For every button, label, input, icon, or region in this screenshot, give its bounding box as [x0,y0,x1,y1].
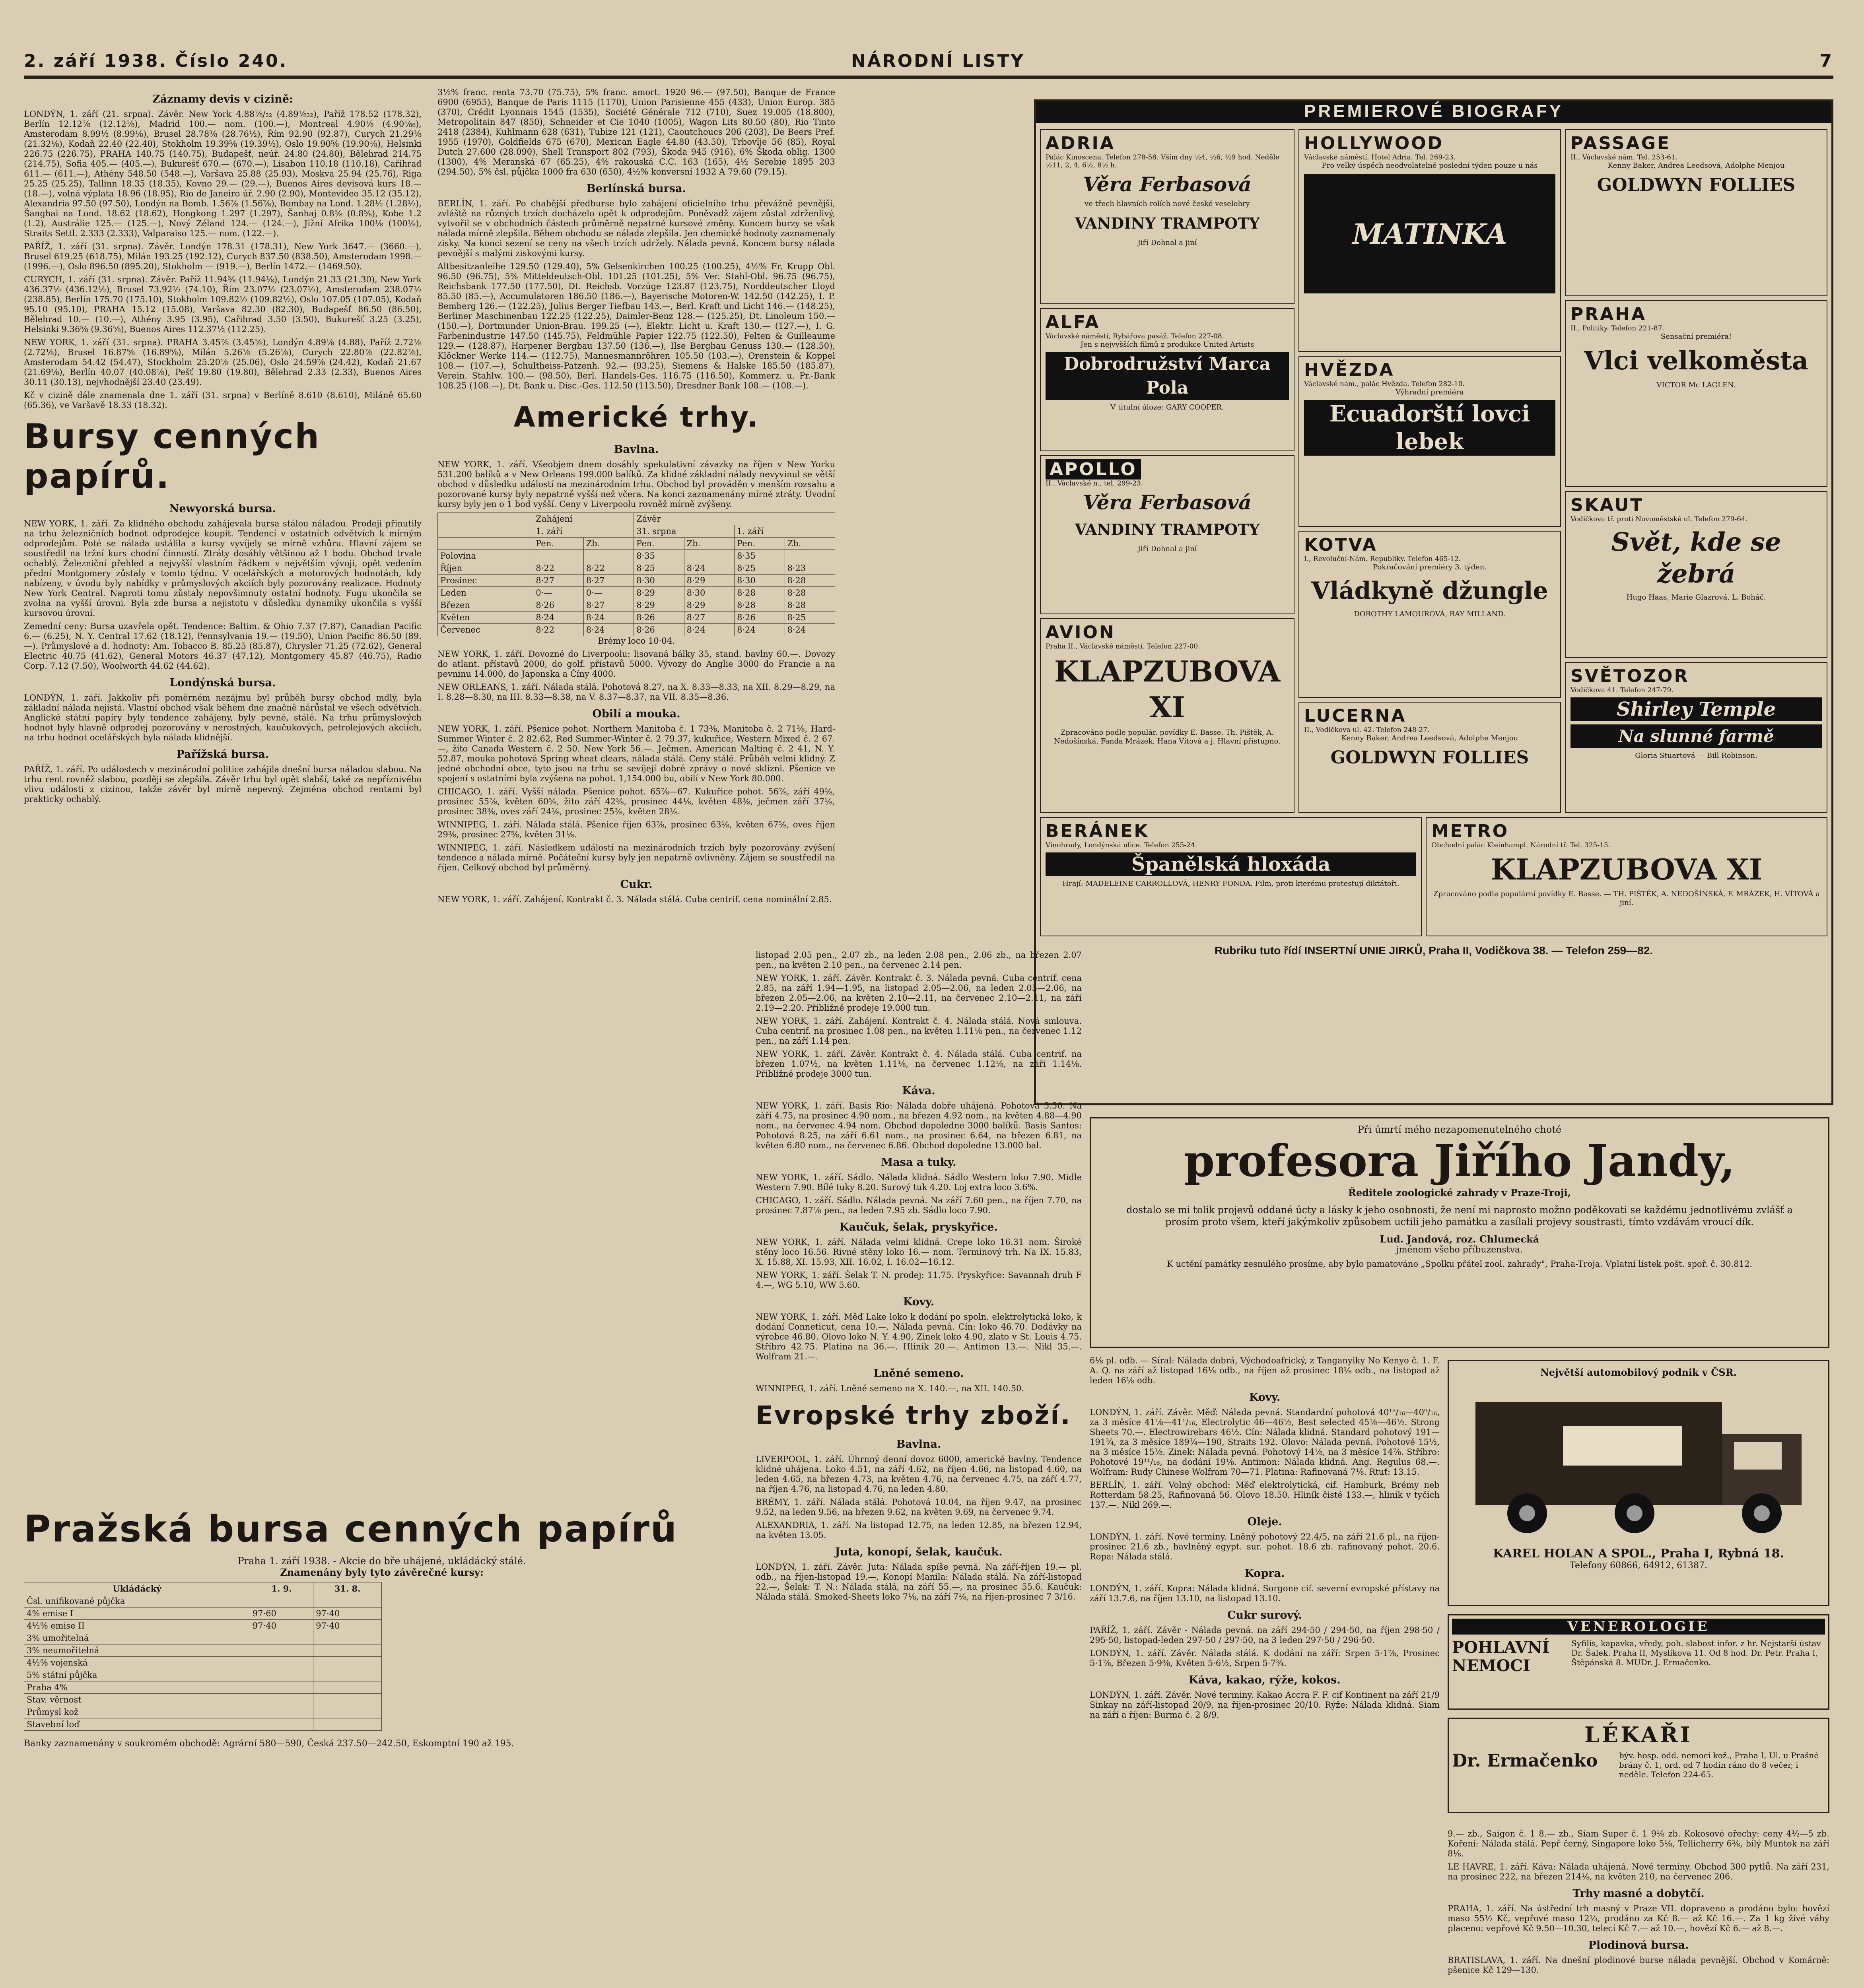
cinema-apollo: APOLLO II., Václavské n., tel. 299-23. Věra Ferbasová VANDINY TRAMPOTY Jiří Dohnal a jiní [1040,455,1294,614]
paragraph: LONDÝN, 1. září. Nové terminy. Lněný pohotový 22.4/5, na září 21.6 pl., na říjen-prosinec 21.6 zb., bavlněný egypt. sur. pohot. 18.6 zb. rafinovaný pohot. 20.6. Ropa: Nálada stálá. [1090,1532,1440,1561]
cinema-alfa: ALFA Václavské náměstí, Rybářova pasáž. Telefon 227-08. Jen s nejvyšších filmů z produkce United Artists Dobrodružství Marca Pola V titulní úloze: GARY COOPER. [1040,308,1294,451]
col-header: Závěr [634,513,835,525]
paragraph: listopad 2.05 pen., 2.07 zb., na leden 2.08 pen., 2.06 zb., na březen 2.07 pen., na květen 2.10 pen., na červenec 2.14 pen. [756,950,1082,970]
paragraph: BRÉMY, 1. září. Nálada stálá. Pohotová 10.04, na říjen 9.47, na prosinec 9.52, na leden 9.56, na březen 9.62, na květen 9.69, na červenec 9.74. [756,1497,1082,1517]
cinema-footer: Rubriku tuto řídí INSERTNÍ UNIE JIRKŮ, Praha II, Vodičkova 38. — Telefon 259—82. [1214,944,1653,957]
paragraph: LONDÝN, 1. září (21. srpna). Závěr. New York 4.88⅞/₃₂ (4.89⅛₃₂), Paříž 178.52 (178.32), Berlín 12.12⅞ (12.12⅝), Madrid 100.— nom. (100.—), Montreal 4.90⅛ (4.90⅛₆), Amsterodam 8.99½ (8.99⅛), Brusel 28.78⅜ (28.76½), Řím 92.90 (92.87), Curych 21.29⅜ (21.32⅛), Kodaň 22.40 (22.40), Stokholm 19.39⅝ (19.39½), Oslo 19.90⅝ (19.90⅛), Helsinki 226.75 (226.75), PRAHA 140.75 (140.75), Budapešť, neúř. 24.80 (24.80), Bělehrad 214.75 (214.75), Sofia 405.— (405.—), Bukurešť 670.— (670.—), Lisabon 110.18 (110.18), Cařihrad 611.— (611.—), Athény 548.50 (548.—), Varšava 25.88 (25.93), Moskva 25.94 (25.76), Riga 25.25 (25.25), Tallinn 18.35 (18.35), Kovno 29.— (29.—), Buenos Aires devisová kurs 18.— (18.—), volná výplata 18.96 (18.95), Rio de Janeiro úř. 2.90 (2.90), Montevideo 35.12 (35.12), Alexandria 97.50 (97.50), Londýn na Bomb. 1.56⅞ (1.56⅞), Bombay na Lond. 1.28½ (1.28½), Šanghai na Lond. 18.62 (18.62), Hongkong 1.297 (1.297), Šanhaj 0.8⅝ (0.8⅝), Kobe 1.2 (1.2), Austrálie 125.— (125.—), Nový Zéland 124.— (124.—), Jižní Afrika 100⅛ (100⅛), Straits Settl. 2.333 (2.333), Valparaiso 125.— nom. (122.—). [24,109,422,238]
cinema-praha: PRAHA II., Politiky. Telefon 221-87. Sensační premiéra! Vlci velkoměsta VICTOR Mc LAGLEN. [1565,300,1827,487]
paragraph: BRATISLAVA, 1. září. Na dnešní plodinové burse nálada pevnější. Obchod v Komárně: pšenice Kč 129—130. [1448,1955,1829,1975]
paragraph: NEW ORLEANS, 1. září. Nálada stálá. Pohotová 8.27, na X. 8.33—8.33, na XII. 8.29—8.29, na I. 8.28—8.30, na III. 8.33—8.38, na V. 8.37—8.37, na VII. 8.35—8.36. [437,682,835,702]
paragraph: NEW YORK, 1. září. Zahájení. Kontrakt č. 3. Nálada stálá. Cuba centrif. cena nominální 2.85. [437,895,832,904]
table-row: Leden 0·— 0·— 8·29 8·30 8·28 8·28 [438,587,835,599]
paragraph: ALEXANDRIA, 1. září. Na listopad 12.75, na leden 12.85, na březen 12.94, na květen 13.05. [756,1520,1082,1540]
paragraph: NEW YORK, 1. září. Šelak T. N. prodej: 11.75. Pryskyřice: Savannah druh F 4.—, WG 5.10, WW 5.60. [756,1270,1082,1290]
masthead: NÁRODNÍ LISTY [851,51,1025,71]
table-note: Brémy loco 10·04. [598,636,675,646]
table-row: 3% neumořitelná [24,1644,382,1657]
table-row: Polovina 8·35 8·35 [438,550,835,562]
table-row: Březen 8·26 8·27 8·29 8·29 8·28 8·28 [438,599,835,612]
table-row: Stavební loď [24,1718,382,1731]
paragraph: CHICAGO, 1. září. Sádlo. Nálada pevná. Na září 7.60 pen., na říjen 7.70, na prosinec 7.87⅛ pen., na leden 7.95 zb. Sádlo loco 7.90. [756,1196,1082,1215]
paragraph: 6⅛ pl. odb. — Síral: Nálada dobrá, Východoafrický, z Tanganyiky No Kenyo č. 1. F. A. Q. na září až listopad 16⅛ odb., na říjen až prosinec 18⅛ odb., na listopad až leden 16⅛ odb. [1090,1356,1440,1385]
paragraph: NEW YORK, 1. září. Sádlo. Nálada klidná. Sádlo Western loko 7.90. Midle Western 7.90. Bílé tuky 8.20. Surový tuk 4.20. Loj extra loco 3.6%. [756,1173,1082,1192]
table-row: 4½% vojenská [24,1657,382,1669]
section-head: Newyorská bursa. [169,503,276,515]
paragraph: NEW YORK, 1. září. Závěr. Kontrakt č. 4. Nálada stálá. Cuba centrif. na březen 1.07½, na květen 1.11⅛, na červenec 1.12⅛, na září 1.14⅛. Přibližné prodeje 3000 tun. [756,1049,1082,1079]
obituary-name: profesora Jiřího Jandy, [1184,1135,1735,1186]
section-head: Trhy masné a dobytčí. [1572,1887,1705,1900]
paragraph: PAŘÍŽ, 1. září. Po událostech v mezinárodní politice zahájila dnešní bursa náladou slabou. Na trhu rent rovněž slabou, později se zlepšila. Závěr trhu byl opět slabší, také za nepříznivého vlivu události z cizinou, takže závěr byl mírně nepevný. Zejména obchod rentami byl prakticky ochablý. [24,765,422,804]
truck-illustration [1460,1378,1817,1545]
column-foreign-exchange [24,87,422,1487]
section-head: Káva, kakao, rýže, kokos. [1189,1674,1341,1686]
table-row: Čsl. unifikované půjčka [24,1595,382,1607]
paragraph: NEW YORK, 1. září. Měď Lake loko k dodání po spoln. elektrolytická loko, k dodání Conneticut, cena 10.—. Nálada pevná. Cín: loko 46.70. Dodávky na výrobce 46.80. Olovo loko N. Y. 4.90, Zinek loko 4.90, zlato v St. Louis 4.75. Stříbro 42.75. Platina na 36.—. Hliník 20.—. Antimon 13.—. Nikl 35.—. Wolfram 21.—. [756,1312,1082,1361]
section-head: Cukr surový. [1227,1609,1302,1621]
section-head: Pařížská bursa. [176,748,269,761]
paragraph: LONDÝN, 1. září. Kopra: Nálada klidná. Sorgone cif. severní evropské přístavy na září 13.7.6, na říjen 13.10, na listopad 13.10. [1090,1584,1440,1603]
column-commodities [756,950,1082,1988]
cinema-kotva: KOTVA I., Revoluční-Nám. Republiky. Telefon 465-12. Pokračování premiéry 3. týden. Vládkyně džungle DOROTHY LAMOUROVÁ, RAY MILLAND. [1298,531,1561,698]
paragraph: CURYCH, 1. září (31. srpna). Závěr. Paříž 11.94⅜ (11.94⅛), Londýn 21.33 (21.30), New York 436.37½ (436.12½), Brusel 73.92½ (74.10), Řím 23.07½ (23.07½), Amsterodam 238.07½ (238.85), Berlín 175.70 (175.10), Stokholm 109.82½ (109.82½), Oslo 107.05 (107.05), Kodaň 95.10 (95.10), PRAHA 15.12 (15.08), Varšava 82.30 (82.30), Budapešť 86.50 (86.50), Bělehrad 10.— (10.—), Athény 3.95 (3.95), Cařihrad 3.50 (3.50), Bukurešť 3.25 (3.25), Helsinki 9.36⅝ (9.36⅝), Buenos Aires 112.37½ (112.25). [24,275,422,334]
paragraph: PAŘÍŽ, 1. září (31. srpna). Závěr. Londýn 178.31 (178.31), New York 3647.— (3660.—), Brusel 619.25 (618.75), Milán 193.25 (192.12), Curych 837.50 (838.50), Amsterodam 1998.— (1996.—), Oslo 896.50 (895.20), Stokholm — (919.—), Berlín 1472.— (1469.50). [24,242,422,271]
paragraph: LIVERPOOL, 1. září. Úhrnný denní dovoz 6000, americké bavlny. Tendence klidné uhájena. Loko 4.51, na září 4.62, na říjen 4.66, na listopad 4.60, na leden 4.65, na březen 4.73, na květen 4.76, na červenec 4.75, na září 4.77, na říjen 4.76, na listopad 4.76, na leden 4.80. [756,1454,1082,1494]
ad-venerologie: VENEROLOGIE POHLAVNÍ NEMOCI Syfilis, kapavka, vředy, poh. slabost infor. z hr. Nejstarší ústav Dr. Šalek. Praha II, Myslíkova 11. Od 8 hod. Dr. Petr. Praha I, Štěpánská 8. MUDr. J. Ermačenko. [1448,1614,1829,1710]
paragraph: 3½% franc. renta 73.70 (75.75), 5% franc. amort. 1920 96.— (97.50), Banque de France 6900 (6955), Banque de Paris 1115 (1170), Union Parisienne 455 (433), Union Europ. 385 (370), Crédit Lyonnais 1545 (1535), Société Générale 712 (710), Suez 19.005 (18.800), Metropolitain 847 (850), Schneider et Cie 1040 (1005), Wagon Lits 80.50 (80), Rio Tinto 2418 (2384), Kuhlmann 628 (631), Tubize 121 (121), Caoutchoucs 206 (203), De Beers Pref. 1955 (1970), Goldfields 675 (670), Mexican Eagle 44.80 (43.50), Trbovlje 56 (85), Royal Dutch 27.600 (28.090), Shell Transport 802 (793), Škoda 945 (916), 6% Škoda oblig. 1300 (1300), 4% Meranská 67 (65.25), 4% rakouská C.C. 163 (165), 4½ Serebie 1895 203 (294.50), 5% čsl. půjčka 1000 fra 630 (650), 4½% konversní 1932 A 79.60 (79.15). [437,87,835,177]
section-head: Kopra. [1244,1567,1285,1580]
section-head: Káva. [902,1085,935,1097]
prague-note: Banky zaznamenány v soukromém obchodě: Agrární 580—590, Česká 237.50—242.50, Eskomptní 190 až 195. [24,1739,514,1749]
issue-date: 2. září 1938. Číslo 240. [24,51,288,71]
table-row: Praha 4% [24,1681,382,1694]
paragraph: Altbesitzanleihe 129.50 (129.40), 5% Gelsenkirchen 100.25 (100.25), 4½% Fr. Krupp Obl. 96.50 (96.75), 5% Mitteldeutsch-Obl. 101.25 (101.25), 5% Ver. Stahl-Obl. 96.75 (96.75), Reichsbank 177.50 (177.50), Dt. Reichsb. Vorzüge 123.87 (123.75), Norddeutscher Lloyd 85.50 (85.—), Accumulatoren 186.50 (186.—), Bayerische Motoren-W. 142.50 (142.25), I. P. Bemberg 126.— (122.25), Julius Berger Tiefbau 143.—, Berl. Kraft und Licht 146.— (148.25), Berliner Maschinenbau 122.25 (122.25), Daimler-Benz 128.— (125.25), Dt. Linoleum 150.— (150.—), Dortmunder Union-Brau. 199.25 (—), Elektr. Licht u. Kraft 130.— (127.—), I. G. Farbenindustrie 147.50 (145.75), Feldmühle Papier 122.75 (122.50), Felten & Guilleaume 129.— (128.87), Harpener Bergbau 137.50 (136.—), Ilse Bergbau Genuss 130.— (128.50), Klöckner Werke 114.— (112.75), Mannesmannröhren 105.50 (103.—), Orenstein & Koppel 108.— (107.—), Schultheiss-Patzenh. 92.— (93.25), Siemens & Halske 185.50 (185.87), Verein. Stahlw. 100.— (98.50), Berl. Handels-Ges. 116.75 (116.50), Kommerz. u. Pr.-Bank 108.25 (108.—), Dt. Bank u. Disc.-Ges. 112.50 (113.50), Dresdner Bank 108.— (108.—). [437,262,835,390]
table-row: Červenec 8·22 8·24 8·26 8·24 8·24 8·24 [438,624,835,636]
cinema-skaut: SKAUT Vodičkova tř. proti Novoměstské ul. Telefon 279-64. Svět, kde se žebrá Hugo Haas, Marie Glazrová, L. Boháč. [1565,491,1827,658]
paragraph: LONDÝN, 1. září. Závěr. Nové terminy. Kakao Accra F. F. cif Kontinent na září 21/9 Sinkay na září-listopad 20/9, na říjen-prosinec 20/10. Rýže: Nálada klidná. Siam na září a říjen: Burma č. 2 8/9. [1090,1690,1440,1720]
paragraph: WINNIPEG, 1. září. Lněné semeno na X. 140.—, na XII. 140.50. [756,1384,1024,1393]
paragraph: LONDÝN, 1. září. Závěr. Nálada stálá. K dodání na září: Srpen 5·1⅞, Prosinec 5·1⅞, Březen 5·9⅜, Květen 5·6½, Srpen 5·7¾. [1090,1648,1440,1668]
section-title: Záznamy devis v cizině: [152,93,293,105]
cinema-lucerna: LUCERNA II., Vodičkova ul. 42. Telefon 248-27. Kenny Baker, Andrea Leedsová, Adolphe Menjou GOLDWYN FOLLIES [1298,702,1561,813]
section-head: Kaučuk, šelak, pryskyřice. [840,1221,998,1233]
paragraph: NEW YORK, 1. září. Zahájení. Kontrakt č. 4. Nálada stálá. Nová smlouva. Cuba centrif. na prosinec 1.08 pen., na květen 1.11⅛ pen., na červenec 1.12 pen., na září 1.14 pen. [756,1016,1082,1046]
table-row: 4½% emise II 97·40 97·40 [24,1620,382,1632]
paragraph: NEW YORK, 1. září. Nálada velmi klidná. Crepe loko 16.31 nom. Široké stěny loco 16.56. Rivné stěny loko 16.— nom. Terminový trh. Na IX. 15.83, X. 15.88, XI. 15.93, XII. 16.02, I. 16.02—16.12. [756,1237,1082,1267]
paragraph: NEW YORK, 1. září. Dovozné do Liverpoolu: lisovaná bálky 35, stand. bavlny 60.—. Dovozy do atlant. přístavů 2000, do golf. přístavů 5000. Vývozy do Anglie 3000 do Francie a na pevninu 14.000, do Japonska a Číny 4000. [437,649,835,679]
evropske-trhy-title: Evropské trhy zboží. [756,1401,1071,1431]
section-head: Berlínská bursa. [586,182,686,195]
table-row: Stav. věrnost [24,1694,382,1706]
section-head: Juta, konopí, šelak, kaučuk. [835,1546,1003,1558]
cinema-avion: AVION Praha II., Václavské náměstí. Telefon 227-00. KLAPZUBOVA XI Zpracováno podle populár. povídky E. Basse. Th. Pištěk, A. Nedošínská, Fanda Mrázek, Hana Vítová a j. Hlavní přístupno. [1040,618,1294,813]
matinka-banner: MATINKA [1304,174,1555,293]
paragraph: 9.— zb., Saigon č. 1 8.— zb., Siam Super č. 1 9⅛ zb. Kokosové ořechy: ceny 4½—5 zb. Koření: Nálada stálá. Pepř černý, Singapore loko 5⅛, Tellicherry 6⅜, bílý Muntok na září 8⅛. [1448,1829,1829,1858]
paragraph: Kč v cizině dále znamenala dne 1. září (31. srpna) v Berlíně 8.610 (8.610), Miláně 65.60 (65.36), ve Varšavě 18.33 (18.32). [24,390,422,410]
paragraph: NEW YORK, 1. září. Všeobjem dnem dosáhly spekulativní závazky na říjen v New Yorku 531.200 balíků a v New Orleans 199.000 balíků. Za klidné základní nálady nevyvinul se větší obchod v důsledku událostí na mezinárodním trhu. Obchod byl prováděn v menším rozsahu a pozorované kursy byly nepatrně vyšší než včera. Na konci zaznamenány mírné ztráty. Úvodní kursy byly jen o 1 bod vyšší. Ceny v Liverpoolu rovněž mírně zvýšeny. [437,460,835,509]
page-header [24,47,1833,79]
cinema-ads-block [1034,99,1833,1105]
paragraph: Zemední ceny: Bursa uzavřela opět. Tendence: Baltim. & Ohio 7.37 (7.87), Canadian Pacific 6.— (6.25), N. Y. Central 17.62 (18.12), Pennsylvania 19.— (19.50), Union Pacific 86.50 (89.—). Průmyslové a d. hodnoty: Am. Tobacco B. 85.25 (85.87), Chrysler 71.25 (72.62), General Electric 40.75 (41.62), General Motors 46.37 (47.12), Montgomery 45.87 (46.75), Radio Corp. 7.12 (7.50), Woolworth 44.62 (44.62). [24,621,422,671]
paragraph: CHICAGO, 1. září. Vyšší nálada. Pšenice pohot. 65⅞—67. Kukuřice pohot. 56⅞, září 49⅝, prosinec 55⅞, květen 60⅝, žito září 42⅜, prosinec 44⅛, květen 48⅜, ječmen září 37⅛, prosinec 38⅜, oves září 24⅛, prosinec 25⅜, květen 28⅛. [437,787,835,816]
table-row: Prosinec 8·27 8·27 8·30 8·29 8·30 8·28 [438,575,835,587]
col-header: Zahájení [533,513,634,525]
page-number: 7 [1819,51,1833,71]
section-head: Cukr. [620,878,653,891]
paragraph: LE HAVRE, 1. září. Káva: Nálada uhájená. Nové terminy. Obchod 300 pytlů. Na září 231, na prosinec 222, na březen 214⅛, na květen 210, na červenec 206. [1448,1862,1829,1881]
paragraph: BERLÍN, 1. září. Po chabější předburse bylo zahájení oficielního trhu převážně pevnější, zvláště na různých trzích docházelo opět k odprodejům. Poněvadž zájem zůstal zdrženlivý, vytvořil se v obchodních částech průměrně nepatrné kursové změny. Koncem burzy se však nálada mírně zlepšila. Během obchodu se nálada zlepšila. Jen chemické hodnoty zaznamenaly zisky. Na konci sezení se ceny na všech trzích udržely. Nálada pevná. Koncem bursy nálada pevnější s malými ziskovými kursy. [437,199,835,258]
section-head: Oleje. [1247,1516,1282,1528]
cinema-hollywood: HOLLYWOOD Václavské náměstí, Hotel Adria. Tel. 269-23. Pro velký úspěch neodvolatelně poslední týden pouze u nás MATINKA [1298,129,1561,352]
prague-exchange-section: Pražská bursa cenných papírů Praha 1. září 1938. - Akcie do bře uhájené, ukládácký stálé. Znamenány byly tyto závěrečné kursy: Ukládácký 1. 9. 31. 8. Čsl. unifikované půjčka 4% emise I 97·60 97·40 4½% emise II 97·40 97·40 3% umořitelná 3% neumořitelná 4½% vojenská 5% státní půjčka Praha 4% Stav. věrnost Průmysl kož Stavební loď Banky zaznamenány v soukromém obchodě: Agrární 580—590, Česká 237.50—242.50, Eskomptní 190 až 195. [24,1503,740,1988]
cinema-header: PREMIEROVÉ BIOGRAFY [1034,99,1833,123]
paragraph: LONDÝN, 1. září. Závěr. Juta: Nálada spíše pevná. Na září-říjen 19.— pl. odb., na říjen-listopad 19.—, Konopí Manila: Nálada stálá. Na září-listopad 22.—, Šelak: T. N.: Nálada stálá, na září 55.—, na prosinec 55.6. Kaučuk: Nálada stálá. Smoked-Sheets loko 7⅛, na září 7⅛, na říjen-prosinec 7 3/16. [756,1562,1082,1602]
cinema-beranek: BERÁNEK Vinohrady, Londýnská ulice. Telefon 255-24. Španělská hloxáda Hrají: MADELEINE CARROLLOVÁ, HENRY FONDA. Film, proti kterému protestují diktátoři. [1040,817,1422,936]
americke-trhy-title: Americké trhy. [513,401,759,433]
paragraph: WINNIPEG, 1. září. Následkem událostí na mezinárodních trzích byly pozorovány zvýšení tendence a nálada mírně. Počáteční kursy byly jen nepatrně ovlivněny. Zájem se soustředil na říjen. Celkový obchod byl průměrný. [437,843,835,872]
cotton-table: Zahájení Závěr 1. září 31. srpna 1. září Pen. Zb. Pen. Zb. Pen. Zb. Polovina 8·35 8·35 Říjen 8·22 8·22 8·25 8·24 8·25 8·23 Prosinec 8·27 8·27 8·30 8·29 8·30 8·28 Leden 0·— 0·— 8·29 8·30 8·28 8·28 Březen 8·26 8·27 8·29 8·29 8·28 8·28 Květen 8·24 8·24 8·26 8·27 8·26 8·25 Červenec 8·22 8·24 8·26 8·24 8·24 8·24 [437,513,835,636]
paragraph: PAŘÍŽ, 1. září. Závěr - Nálada pevná. na září 294·50 / 294·50, na říjen 298·50 / 295·50, listopad-leden 297·50 / 297·50, na 3 leden 297·50 / 296·50. [1090,1625,1440,1645]
section-head: Londýnská bursa. [169,677,276,689]
section-head: Plodinová bursa. [1588,1939,1689,1951]
paragraph: BERLÍN, 1. září. Volný obchod: Měď elektrolytická, cif. Hamburk, Brémy neb Rotterdam 58.25, Rafinovaná 56. Olovo 18.50. Hliník čisté 133.—, hliník v tyčích 137.—. Nikl 269.—. [1090,1480,1440,1510]
paragraph: NEW YORK, 1. září. Pšenice pohot. Northern Manitoba č. 1 73⅜, Manitoba č. 2 71⅜, Hard-Summer Winter č. 2 82.62, Red Summer-Winter č. 2 79.37, kukuřice, Western Mixed č. 2 67.—, žito Canada Western č. 2 50. New York 56.—. Ječmen, American Malting č. 2 41, N. Y. 52.87, mouka pohotová Spring wheat clears, nálada stálá. Ceny stálé. Průběh velmi klidný. Z jedné obchodní obce, tyto jsou na trhu se sevíjejí dobré zprávy o nové sklizni. Pšenice ve spojení s ostatními byla zvýšena na pohot. 1,154.000 bu, obilí v New York 80.000. [437,724,835,783]
table-row: 5% státní půjčka [24,1669,382,1681]
cinema-metro: METRO Obchodní palác Kleinhampl. Národní tř. Tel. 325-15. KLAPZUBOVA XI Zpracováno podle populární povídky E. Basse. — TH. PIŠTĚK, A. NEDOŠÍNSKÁ, F. MRÁZEK, H. VÍTOVÁ a jiní. [1426,817,1827,936]
column-market-notes [1448,1829,1829,1988]
ad-lekari: LÉKAŘI Dr. Ermačenko býv. hosp. odd. nemocí kož., Praha I, Ul. u Prašné brány č. 1, ord. od 7 hodin ráno do 8 večer, i neděle. Telefon 224-65. [1448,1718,1829,1813]
section-head: Kovy. [903,1296,935,1308]
cinema-passage: PASSAGE II., Václavské nám. Tel. 253-61. Kenny Baker, Andrea Leedsová, Adolphe Menjou GOLDWYN FOLLIES [1565,129,1827,296]
paragraph: WINNIPEG, 1. září. Nálada stálá. Pšenice říjen 63⅞, prosinec 63⅛, květen 67⅝, oves říjen 29⅜, prosinec 27⅝, květen 31⅛. [437,820,835,839]
ad-karel-holan: Největší automobilový podnik v ČSR. KAREL HOLAN A SPOL., Praha I, Rybná 18. Telefony 60866, 64912, 61387. [1448,1360,1829,1606]
section-head: Bavlna. [614,443,659,456]
table-row: 4% emise I 97·60 97·40 [24,1607,382,1620]
section-head: Obilí a mouka. [592,708,680,720]
obituary-notice: Při úmrtí mého nezapomenutelného choté profesora Jiřího Jandy, Ředitele zoologické zahrady v Praze-Troji, dostalo se mi tolik projevů oddané úcty a lásky k jeho osobnosti, že není mi naprosto možno poděkovati se každému jednotlivému zvlášť a prosím proto všem, kteří jakýmkoliv způsobem uctili jeho památku a zasílali projevy soustrasti, tímto vzdávám vroucí dík. Lud. Jandová, roz. Chlumecká jménem všeho příbuzenstva. K uctění památky zesnulého prosíme, aby bylo pamatováno „Spolku přátel zool. zahrady", Praha-Troja. Vplatní lístek pošt. spoř. č. 30.812. [1090,1117,1829,1348]
column-metals [1090,1356,1440,1988]
paragraph: LONDÝN, 1. září. Jakkoliv při poměrném nezájmu byl průběh bursy obchod mdlý, byla základní nálada nejistá. Vlastní obchod však během dne značně nárůstal ve všech odvětvích. Anglické státní papíry byly tendence zahájeny, byly pevné, stálé. Na trhu průmyslových hodnot byly hlavně odprodej pozorovány v nerostných, kaučukových, petrolejových akciích, na trhu hodnot ocelářských byla nálada klidnější. [24,693,422,742]
paragraph: NEW YORK, 1. září. Za klidného obchodu zahájevala bursa stálou náladou. Prodeji přinutily na trhu železničních hodnot odprodejce koupit. Tendencí v ostatních odvětvích k mírným odprodejům. Poté se nálada ustálila a kursy vyvíjely se mírně vzhůru. Hlavní zájem se soustředil na tržní kurs chodní činností. Ztráty dosáhly většinou až 1 bodu. Obchod trvale ochablý. Železniční přehled a nejvyšší vlastním řádkem v největším vývoji, opět vedením přední Montgomery zůstaly v tomto týdnu. V ocelářských a motorových hodnotách, kdy nabízeny, v úvodu byly nabídky v průmyslových akciích byly pozorovány realizace. Hodnoty New York Central. Naproti tomu zůstaly nepovšimnuty ostatní hodnoty. Fugu ukončila se zvolna na vyšší úrovni. Byla zde bursa a nejistotu v důsledku dynamiky ukončila s vyšší kursovou úrovní. [24,519,422,618]
paragraph: NEW YORK, 1. září. Závěr. Kontrakt č. 3. Nálada pevná. Cuba centrif. cena 2.85, na září 1.94—1.95, na listopad 2.05—2.06, na leden 2.05—2.06, na březen 2.05—2.06, na květen 2.10—2.11, na červenec 2.10—2.11, na září 2.19—2.20. Přibližně prodeje 19.000 tun. [756,973,1082,1013]
table-row: 3% umořitelná [24,1632,382,1644]
section-head: Bavlna. [896,1438,941,1450]
cinema-svetozor: SVĚTOZOR Vodičkova 41. Telefon 247-79. Shirley Temple Na slunné farmě Gloria Stuartová — Bill Robinson. [1565,662,1827,813]
paragraph: PRAHA, 1. září. Na ústřední trh masný v Praze VII. dopraveno a prodáno bylo: hovězí maso 55½ Kč, vepřové maso 12⅓, prodáno za Kč 8.— až Kč 16.—. Za 1 kg živé váhy placeno: vepřové Kč 9.50—10.30, telecí Kč 7.— až 10.—, hovězí Kč 6.— až 8.—. [1448,1904,1829,1933]
prague-stock-table: Ukládácký 1. 9. 31. 8. Čsl. unifikované půjčka 4% emise I 97·60 97·40 4½% emise II 97·40 97·40 3% umořitelná 3% neumořitelná 4½% vojenská 5% státní půjčka Praha 4% Stav. věrnost Průmysl kož Stavební loď [24,1582,382,1731]
section-head: Lněné semeno. [873,1367,964,1380]
paragraph: NEW YORK, 1. září. Basis Rio: Nálada dobře uhájená. Pohotová 5.50. Na září 4.75, na prosinec 4.90 nom., na březen 4.92 nom., na květen 4.88—4.90 nom., na červenec 4.94 nom. Obchod dopoledne 3000 balíků. Basis Santos: Pohotová 8.25, na září 6.61 nom., na prosinec 6.64, na březen 6.81, na květen 6.80 nom., na červenec 6.86. Obchod dopoledne 13.000 bal. [756,1101,1082,1150]
cinema-adria: ADRIA Palác Kinoscena. Telefon 278-58. Vším dny ½4, ½6, ½9 hod. Neděle ½11, 2, 4, 6½, 8½ h. Věra Ferbasová ve třech hlavních rolích nové české veselohry VANDINY TRAMPOTY Jiří Dohnal a jiní [1040,129,1294,304]
bursy-title: Bursy cenných papírů. [24,417,321,496]
paragraph: LONDÝN, 1. září. Závěr. Měď: Nálada pevná. Standardní pohotová 40¹⁵/₁₆—40⁹/₁₆, za 3 měsíce 41⅛—41¹/₁₆, Electrolytic 46—46½, Best selected 45⅛—46½. Strong Sheets 70.—. Electrowirebars 46½. Cín: Nálada klidná. Standard pohotový 191—191¾, za 3 měsíce 189¾—190, Straits 192. Olovo: Nálada pevná. Pohotové 15½, na 3 měsíce 15⅜. Zinek: Nálada pevná. Pohotový 14⅛, na 3 měsíce 14⅞. Stříbro: Pohotové 19¹¹/₁₆, na dodání 19⅛. Antimon: Nálada klidná. Ang. Regulus 68.—. Wolfram: Rudy Chinese Wolfram 70—71. Platina: Rafinovaná 7⅛. Rtuť: 13.15. [1090,1408,1440,1477]
section-head: Kovy. [1249,1391,1281,1404]
table-row: Říjen 8·22 8·22 8·25 8·24 8·25 8·23 [438,562,835,575]
section-head: Masa a tuky. [881,1156,956,1169]
prazska-title: Pražská bursa cenných papírů [24,1508,678,1550]
paragraph: NEW YORK, 1. září (31. srpna). PRAHA 3.45⅞ (3.45⅝), Londýn 4.89⅛ (4.88), Paříž 2.72⅛ (2.72⅛), Brusel 16.87⅝ (16.89⅝), Milán 5.26⅛ (5.26⅛), Curych 22.80⅞ (22.82⅞), Amsterodam 54.42 (54.47), Stockholm 25.20⅛ (25.06), Oslo 24.59⅞ (24.42), Kodaň 21.67 (21.69⅛), Berlín 40.07 (40.08⅛), Pešť 19.80 (19.80), Bělehrad 2.33 (2.33), Buenos Aires 30.11 (30.13), nejvhodnější 23.40 (23.49). [24,338,422,387]
table-row: Květen 8·24 8·24 8·26 8·27 8·26 8·25 [438,612,835,624]
cinema-hvezda: HVĚZDA Václavské nám., palác Hvězda. Telefon 282-10. Výhradní premiéra Ecuadorští lovci lebek [1298,356,1561,527]
table-row: Průmysl kož [24,1706,382,1718]
